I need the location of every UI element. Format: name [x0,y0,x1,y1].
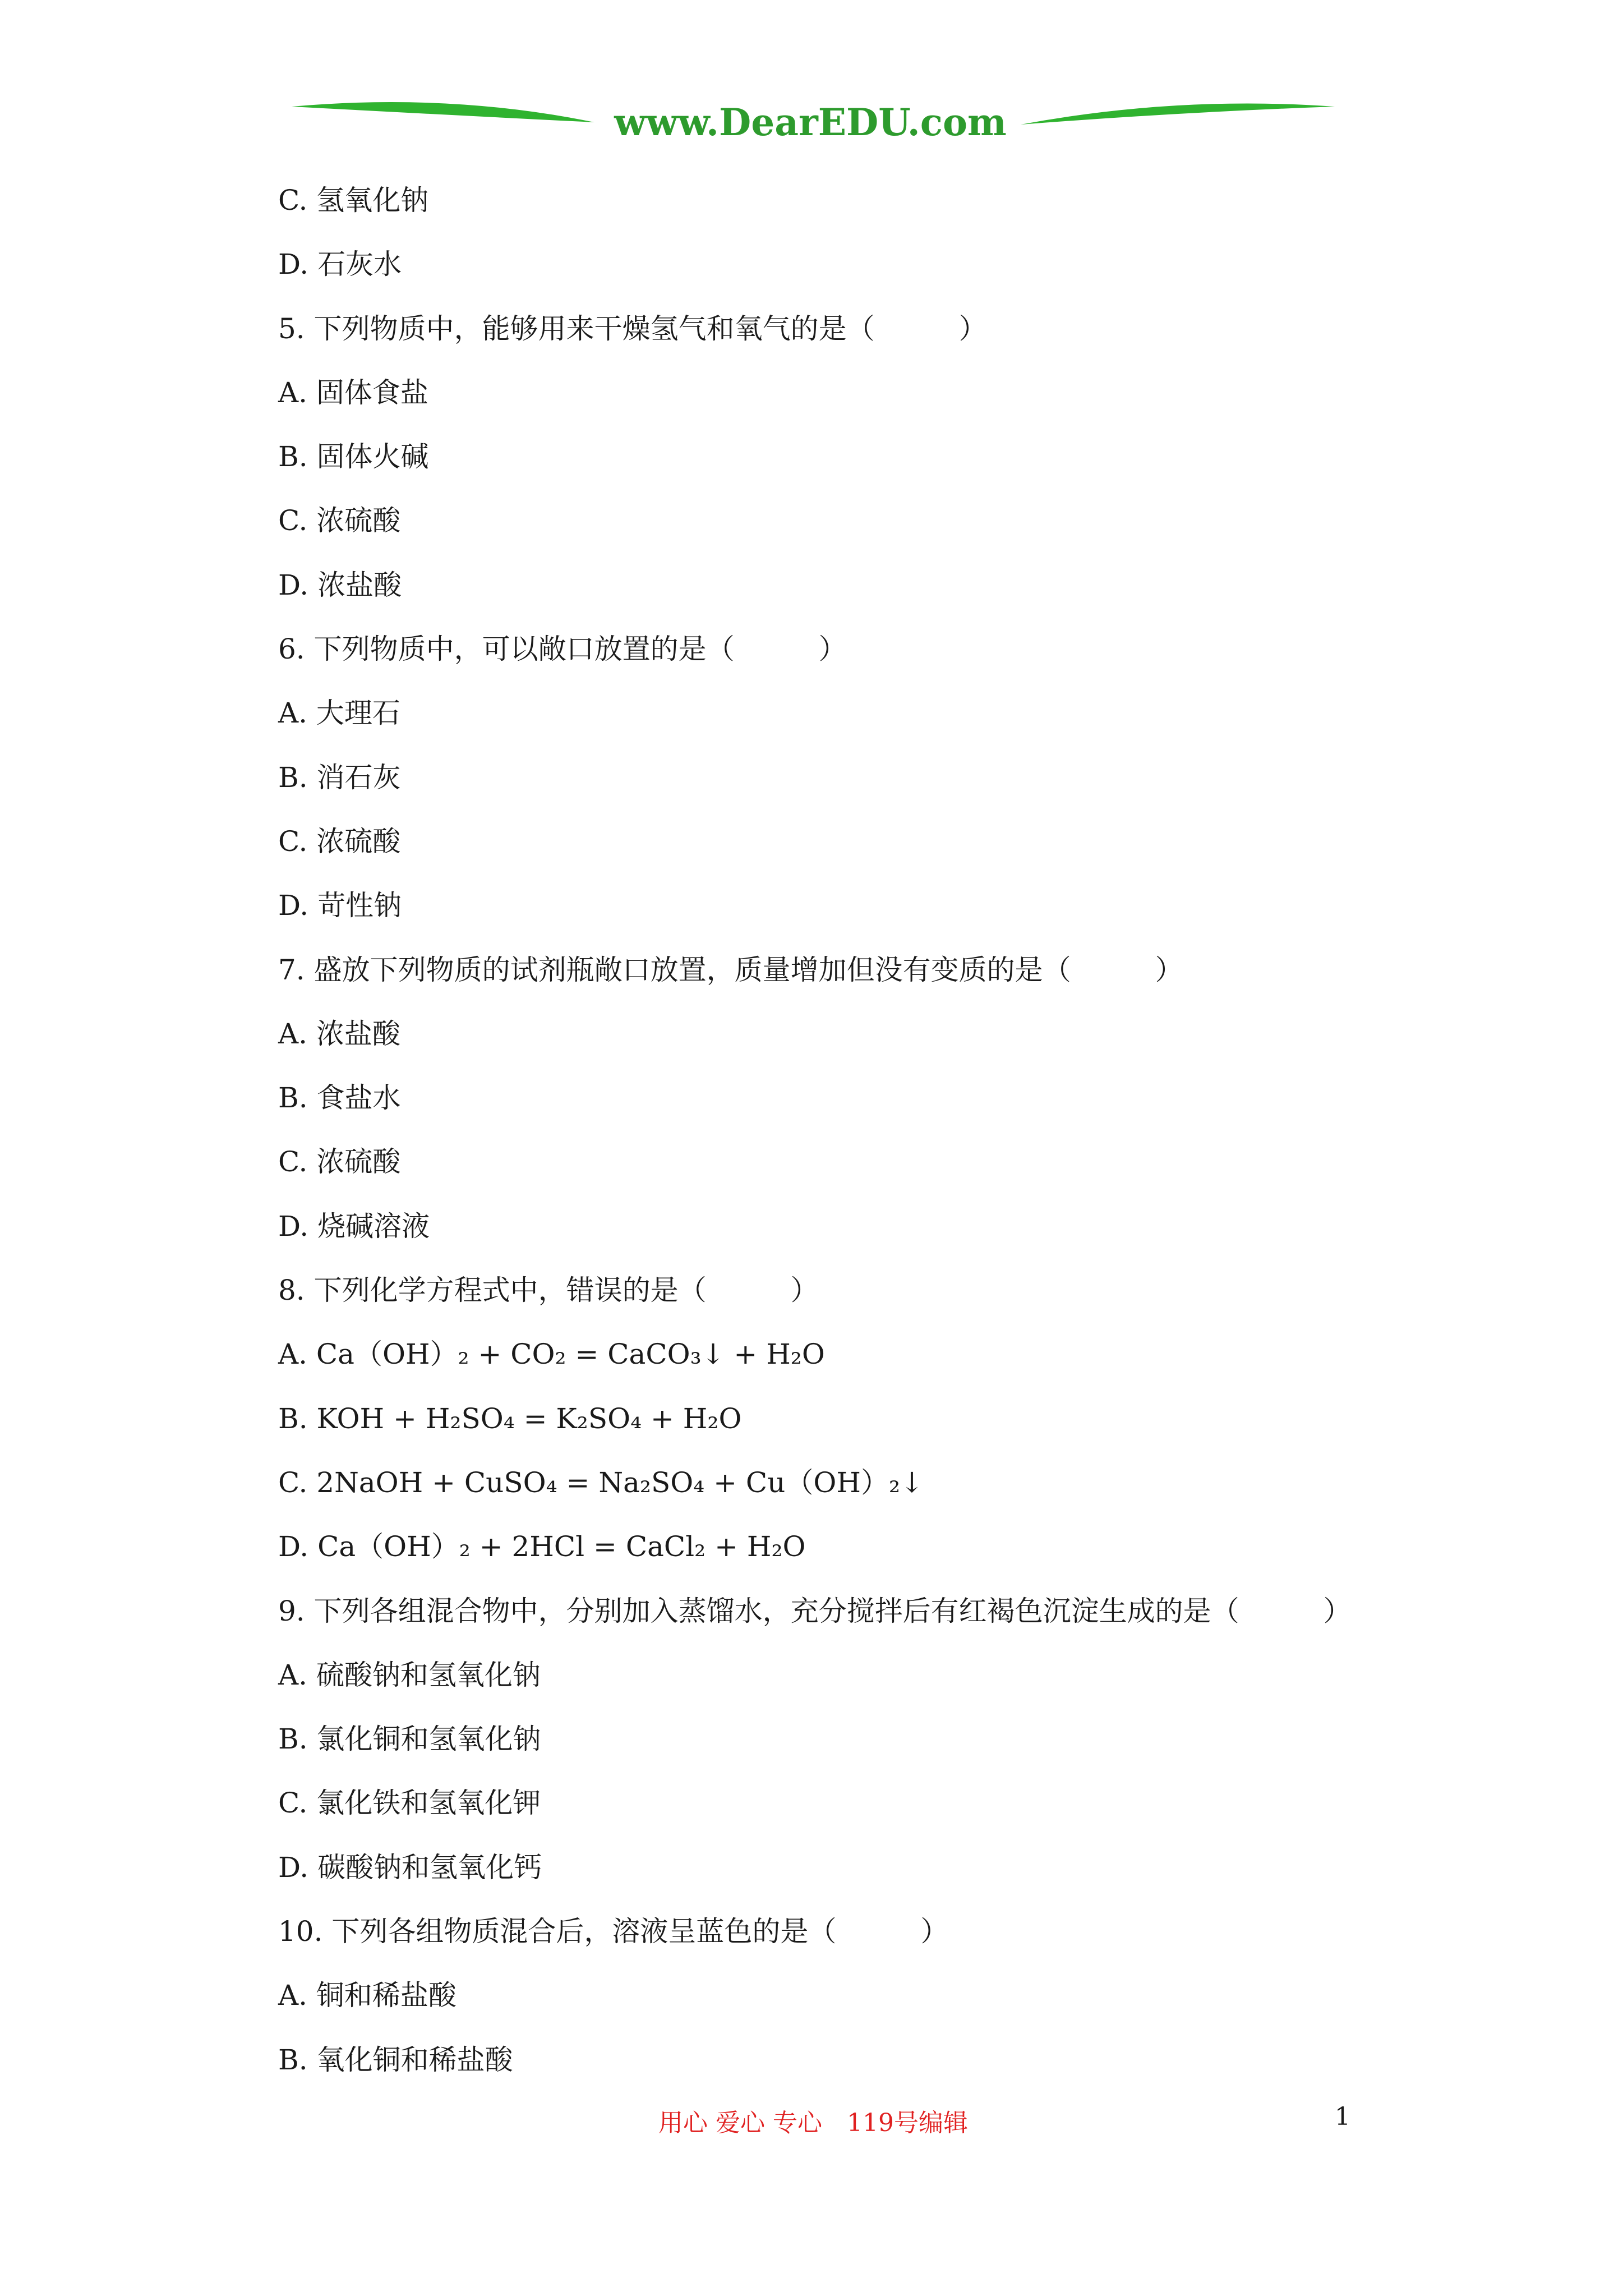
question-7: 7. 盛放下列物质的试剂瓶敞口放置，质量增加但没有变质的是（ ） [278,953,1183,986]
question-6: 6. 下列物质中，可以敞口放置的是（ ） [278,633,847,666]
text-line: C. 浓硫酸 [278,504,401,537]
text-line: C. 浓硫酸 [278,825,401,858]
question-5: 5. 下列物质中，能够用来干燥氢气和氧气的是（ ） [278,312,987,345]
question-8: 8. 下列化学方程式中，错误的是（ ） [278,1274,819,1307]
text-line: C. 浓硫酸 [278,1145,401,1179]
text-line: A. 硫酸钠和氢氧化钠 [278,1658,541,1691]
page-header [0,0,1623,168]
text-line: A. 固体食盐 [278,376,428,409]
equation-line: D. Ca（OH）₂ + 2HCl = CaCl₂ + H₂O [278,1530,806,1563]
question-text [278,168,1422,2092]
text-line: A. 大理石 [278,697,400,730]
text-line: B. 氯化铜和氢氧化钠 [278,1723,541,1756]
text-line: B. 氧化铜和稀盐酸 [278,2043,513,2076]
equation-line: C. 2NaOH + CuSO₄ = Na₂SO₄ + Cu（OH）₂↓ [278,1466,924,1499]
question-10: 10. 下列各组物质混合后，溶液呈蓝色的是（ ） [278,1915,949,1948]
equation-line: A. Ca（OH）₂ + CO₂ = CaCO₃↓ + H₂O [278,1338,825,1371]
equation-line: B. KOH + H₂SO₄ = K₂SO₄ + H₂O [278,1402,742,1435]
text-line: A. 浓盐酸 [278,1017,400,1050]
text-line: D. 碳酸钠和氢氧化钙 [278,1851,542,1884]
text-line: D. 浓盐酸 [278,568,402,601]
site-logo: www.DearEDU.com [614,100,1007,144]
page-footer: 用心 爱心 专心 119号编辑 [658,2109,968,2137]
question-9: 9. 下列各组混合物中，分别加入蒸馏水，充分搅拌后有红褐色沉淀生成的是（ ） [278,1594,1352,1627]
text-line: A. 铜和稀盐酸 [278,1979,457,2012]
page-number: 1 [1335,2102,1350,2131]
text-line: C. 氢氧化钠 [278,184,429,217]
text-line: D. 石灰水 [278,248,402,281]
text-line: B. 消石灰 [278,761,401,794]
text-line: C. 氯化铁和氢氧化钾 [278,1787,541,1820]
text-line: B. 食盐水 [278,1082,401,1115]
text-line: D. 苛性钠 [278,889,402,922]
text-line: B. 固体火碱 [278,440,429,473]
text-line: D. 烧碱溶液 [278,1209,430,1243]
